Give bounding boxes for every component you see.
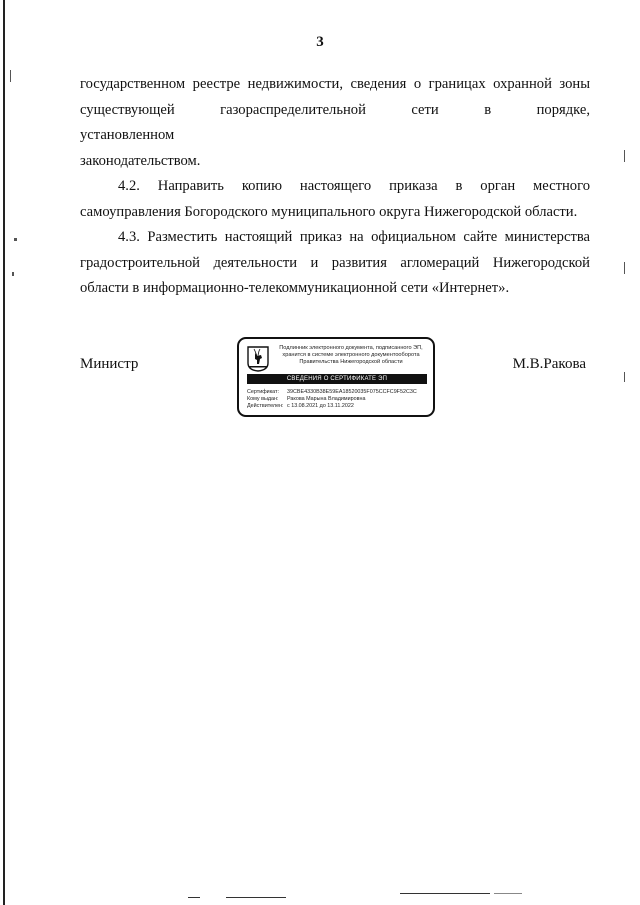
- issued-to-label: Кому выдан:: [247, 396, 279, 403]
- scan-mark: [624, 150, 625, 162]
- document-body: [80, 72, 590, 302]
- scan-dash: [400, 893, 490, 894]
- scan-dash: [494, 893, 522, 894]
- signer-name: М.В.Ракова: [512, 356, 586, 372]
- stamp-row-valid: [247, 403, 431, 410]
- paragraph-registry: [80, 72, 590, 174]
- scan-mark: [624, 372, 625, 382]
- electronic-signature-stamp: [237, 337, 435, 417]
- page-number: 3: [316, 34, 324, 50]
- scan-dash: [188, 897, 200, 898]
- certificate-value: 39CBE4330B38E59EA18520035F075CCFC9F52C3C: [287, 389, 417, 395]
- text-line: существующей газораспределительной сети в порядке, установленном: [80, 101, 590, 143]
- text-line: государственном реестре недвижимости, сведения о границах охранной зоны: [80, 76, 590, 92]
- text-line: законодательством.: [80, 152, 201, 169]
- valid-label: Действителен:: [247, 403, 284, 410]
- paragraph-4-2: [80, 174, 590, 225]
- text-line: области в информационно-телекоммуникационной сети «Интернет».: [80, 280, 510, 296]
- text-line: 4.2. Направить копию настоящего приказа в орган местного: [118, 178, 590, 194]
- stamp-header-line: хранится в системе электронного документооборота: [282, 352, 420, 358]
- text-line: градостроительной деятельности и развития агломераций Нижегородской: [80, 254, 590, 271]
- scan-mark: [624, 262, 625, 274]
- stamp-header-line: Правительства Нижегородской области: [299, 359, 403, 365]
- stamp-header-line: Подлинник электронного документа, подписанного ЭП,: [279, 345, 423, 351]
- scan-mark: [14, 238, 17, 241]
- scan-dash: [226, 897, 286, 898]
- stamp-header: [273, 345, 429, 366]
- text-line: 4.3. Разместить настоящий приказ на официальном сайте министерства: [118, 229, 590, 245]
- valid-value: с 13.08.2021 до 13.11.2022: [287, 403, 354, 410]
- issued-to-value: Ракова Марына Владимировна: [287, 396, 366, 403]
- scan-mark: [12, 272, 14, 276]
- scan-edge-left: [3, 0, 5, 905]
- certificate-label: Сертификат:: [247, 389, 280, 395]
- paragraph-4-3: [80, 225, 590, 302]
- text-line: самоуправления Богородского муниципального округа Нижегородской области.: [80, 203, 578, 220]
- stamp-certificate-bar: СВЕДЕНИЯ О СЕРТИФИКАТЕ ЭП: [247, 374, 427, 384]
- scan-mark: [10, 70, 11, 82]
- stamp-certificate-details: [247, 389, 431, 411]
- signer-title: Министр: [80, 356, 139, 372]
- stamp-row-certificate: [247, 389, 431, 396]
- deer-emblem-icon: [247, 346, 269, 372]
